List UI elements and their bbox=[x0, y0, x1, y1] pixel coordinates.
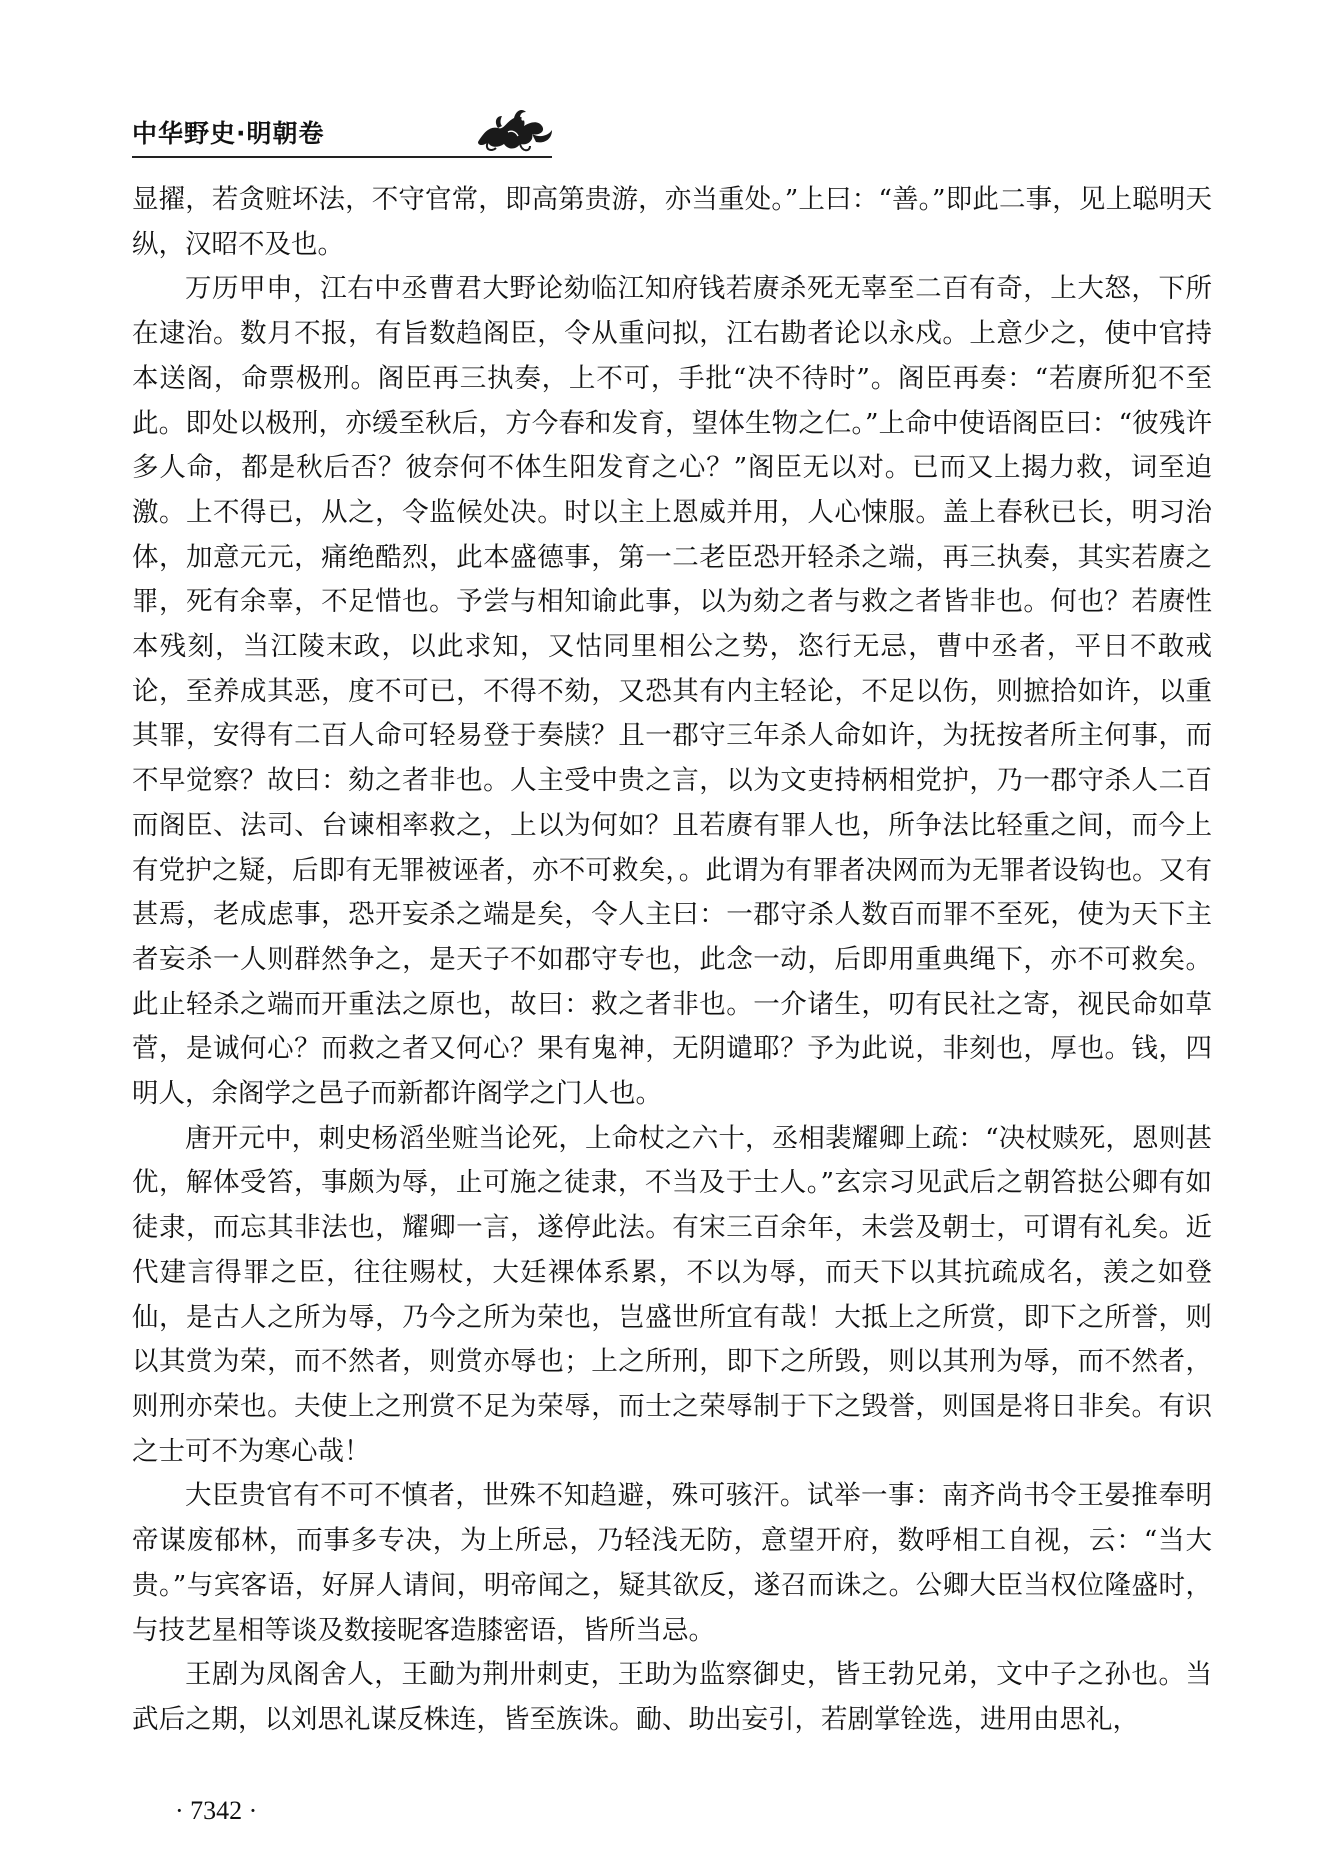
page-number: · 7342 · bbox=[175, 1796, 258, 1825]
paragraph: 唐开元中，刺史杨滔坐赃当论死，上命杖之六十，丞相裴耀卿上疏：“决杖赎死，恩则甚优，解体受笞，事颇为辱，止可施之徒隶，不当及于士人。”玄宗习见武后之朝笞挞公卿有如徒隶，而忘其非法也，耀卿一言，遂停此法。有宋三百余年，未尝及朝士，可谓有礼矣。近代建言得罪之臣，往往赐杖，大廷裸体系累，不以为辱，而天下以其抗疏成名，羡之如登仙，是古人之所为辱，乃今之所为荣也，岂盛世所宜有哉！大抵上之所赏，即下之所誉，则以其赏为荣，而不然者，则赏亦辱也；上之所刑，即下之所毁，则以其刑为辱，而不然者，则刑亦荣也。夫使上之刑赏不足为荣辱，而士之荣辱制于下之毁誉，则国是将日非矣。有识之士可不为寒心哉！ bbox=[132, 1122, 1212, 1467]
running-header bbox=[132, 104, 552, 158]
paragraph: 万历甲申，江右中丞曹君大野论劾临江知府钱若赓杀死无辜至二百有奇，上大怒，下所在逮治。数月不报，有旨数趋阁臣，令从重问拟，江右勘者论以永戍。上意少之，使中官持本送阁，命票极刑。阁臣再三执奏，上不可，手批“决不待时”。阁臣再奏：“若赓所犯不至此。即处以极刑，亦缓至秋后，方今春和发育，望体生物之仁。”上命中使语阁臣曰：“彼残许多人命，都是秋后否？彼奈何不体生阳发育之心？”阁臣无以对。已而又上揭力救，词至迫激。上不得已，从之，令监候处决。时以主上恩威并用，人心悚服。盖上春秋已长，明习治体，加意元元，痛绝酷烈，此本盛德事，第一二老臣恐开轻杀之端，再三执奏，其实若赓之罪，死有余辜，不足惜也。予尝与相知谕此事，以为劾之者与救之者皆非也。何也？若赓性本残刻，当江陵末政，以此求知，又怙同里相公之势，恣行无忌，曹中丞者，平日不敢戒论，至养成其恶，度不可已，不得不劾，又恐其有内主轻论，不足以伤，则摭拾如许，以重其罪，安得有二百人命可轻易登于奏牍？且一郡守三年杀人命如许，为抚按者所主何事，而不早觉察？故曰：劾之者非也。人主受中贵之言，以为文吏持柄相党护，乃一郡守杀人二百而阁臣、法司、台谏相率救之，上以为何如？且若赓有罪人也，所争法比轻重之间，而今上有党护之疑，后即有无罪被诬者，亦不可救矣，。此谓为有罪者决网而为无罪者设钩也。又有甚焉，老成虑事，恐开妄杀之端是矣，令人主曰：一郡守杀人数百而罪不至死，使为天下主者妄杀一人则群然争之，是天子不如郡守专也，此念一动，后即用重典绳下，亦不可救矣。此止轻杀之端而开重法之原也，故曰：救之者非也。一介诸生，叨有民社之寄，视民命如草菅，是诚何心？而救之者又何心？果有鬼神，无阴谴耶？予为此说，非刻也，厚也。钱，四明人，余阁学之邑子而新都许阁学之门人也。 bbox=[132, 273, 1212, 1110]
paragraph: 大臣贵官有不可不慎者，世殊不知趋避，殊可骇汗。试举一事：南齐尚书令王晏推奉明帝谋废郁林，而事多专决，为上所忌，乃轻浅无防，意望开府，数呼相工自视，云：“当大贵。”与宾客语，好屏人请间，明帝闻之，疑其欲反，遂召而诛之。公卿大臣当权位隆盛时，与技艺星相等谈及数接昵客造膝密语，皆所当忌。 bbox=[132, 1480, 1212, 1646]
book-title: 中华野史·明朝卷 bbox=[132, 119, 325, 148]
header-rule bbox=[132, 156, 552, 158]
dragon-emblem-icon bbox=[468, 102, 558, 154]
paragraph: 显擢，若贪赃坏法，不守官常，即高第贵游，亦当重处。”上曰：“善。”即此二事，见上聪明天纵，汉昭不及也。 bbox=[132, 184, 1212, 260]
paragraph: 王剧为凤阁舍人，王勔为荆卅刺吏，王助为监察御史，皆王勃兄弟，文中子之孙也。当武后之期，以刘思礼谋反株连，皆至族诛。勔、助出妄引，若剧掌铨选，进用由思礼， bbox=[132, 1659, 1212, 1735]
main-text bbox=[132, 178, 1212, 1743]
